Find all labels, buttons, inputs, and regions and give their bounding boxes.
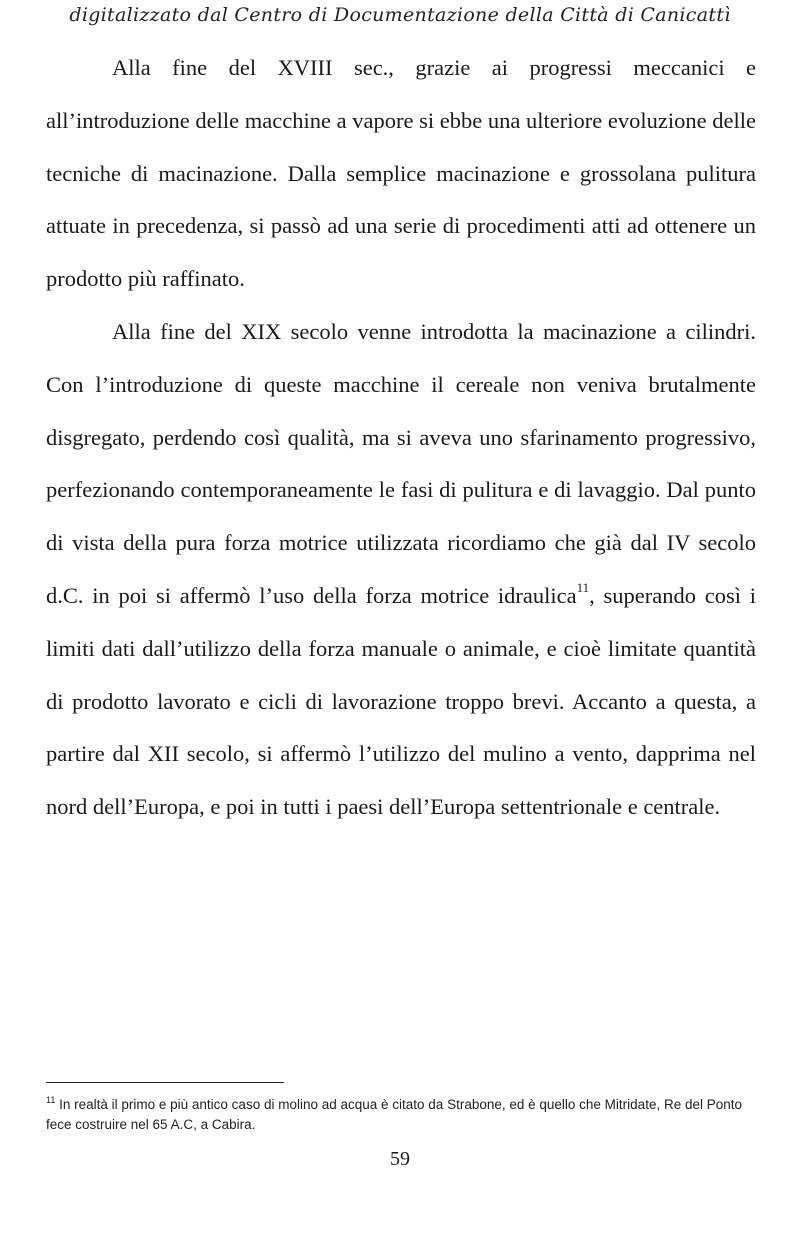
body-text [46,42,756,834]
paragraph-1: Alla fine del XVIII sec., grazie ai progressi meccanici e all’introduzione delle macchine a vapore si ebbe una ulteriore evoluzione delle tecniche di macinazione. Dalla semplice macinazione e grossolana pulitura attuate in precedenza, si passò ad una serie di procedimenti atti ad ottenere un prodotto più raffinato. [46,55,756,292]
paragraph-2-text-b: , superando così i limiti dati dall’utilizzo della forza manuale o animale, e cioè limitate quantità di prodotto lavorato e cicli di lavorazione troppo brevi. Accanto a questa, a partire dal XII secolo, si affermò l’utilizzo del mulino a vento, dapprima nel nord dell’Europa, e poi in tutti i paesi dell’Europa settentrionale e centrale. [46,582,756,820]
footnote [46,1095,756,1135]
paragraph-2 [46,306,756,834]
footnote-text: In realtà il primo e più antico caso di molino ad acqua è citato da Strabone, ed è quello che Mitridate, Re del Ponto fece costruire nel 65 A.C, a Cabira. [46,1097,743,1132]
paragraph-2-text-a: Alla fine del XIX secolo venne introdotta la macinazione a cilindri. Con l’introduzione di queste macchine il cereale non veniva brutalmente disgregato, perdendo così qualità, ma si aveva uno sfarinamento progressivo, perfezionando contemporaneamente le fasi di pulitura e di lavaggio. Dal punto di vista della pura forza motrice utilizzata ricordiamo che già dal IV secolo d.C. in poi si affermò l’uso della forza motrice idraulica [46,318,756,608]
footnote-divider [46,1082,284,1083]
footnote-number: 11 [46,1094,56,1105]
page-number: 59 [390,1148,410,1170]
digitization-watermark: digitalizzato dal Centro di Documentazione della Città di Canicattì [69,4,731,26]
footnote-reference[interactable]: 11 [576,580,590,596]
